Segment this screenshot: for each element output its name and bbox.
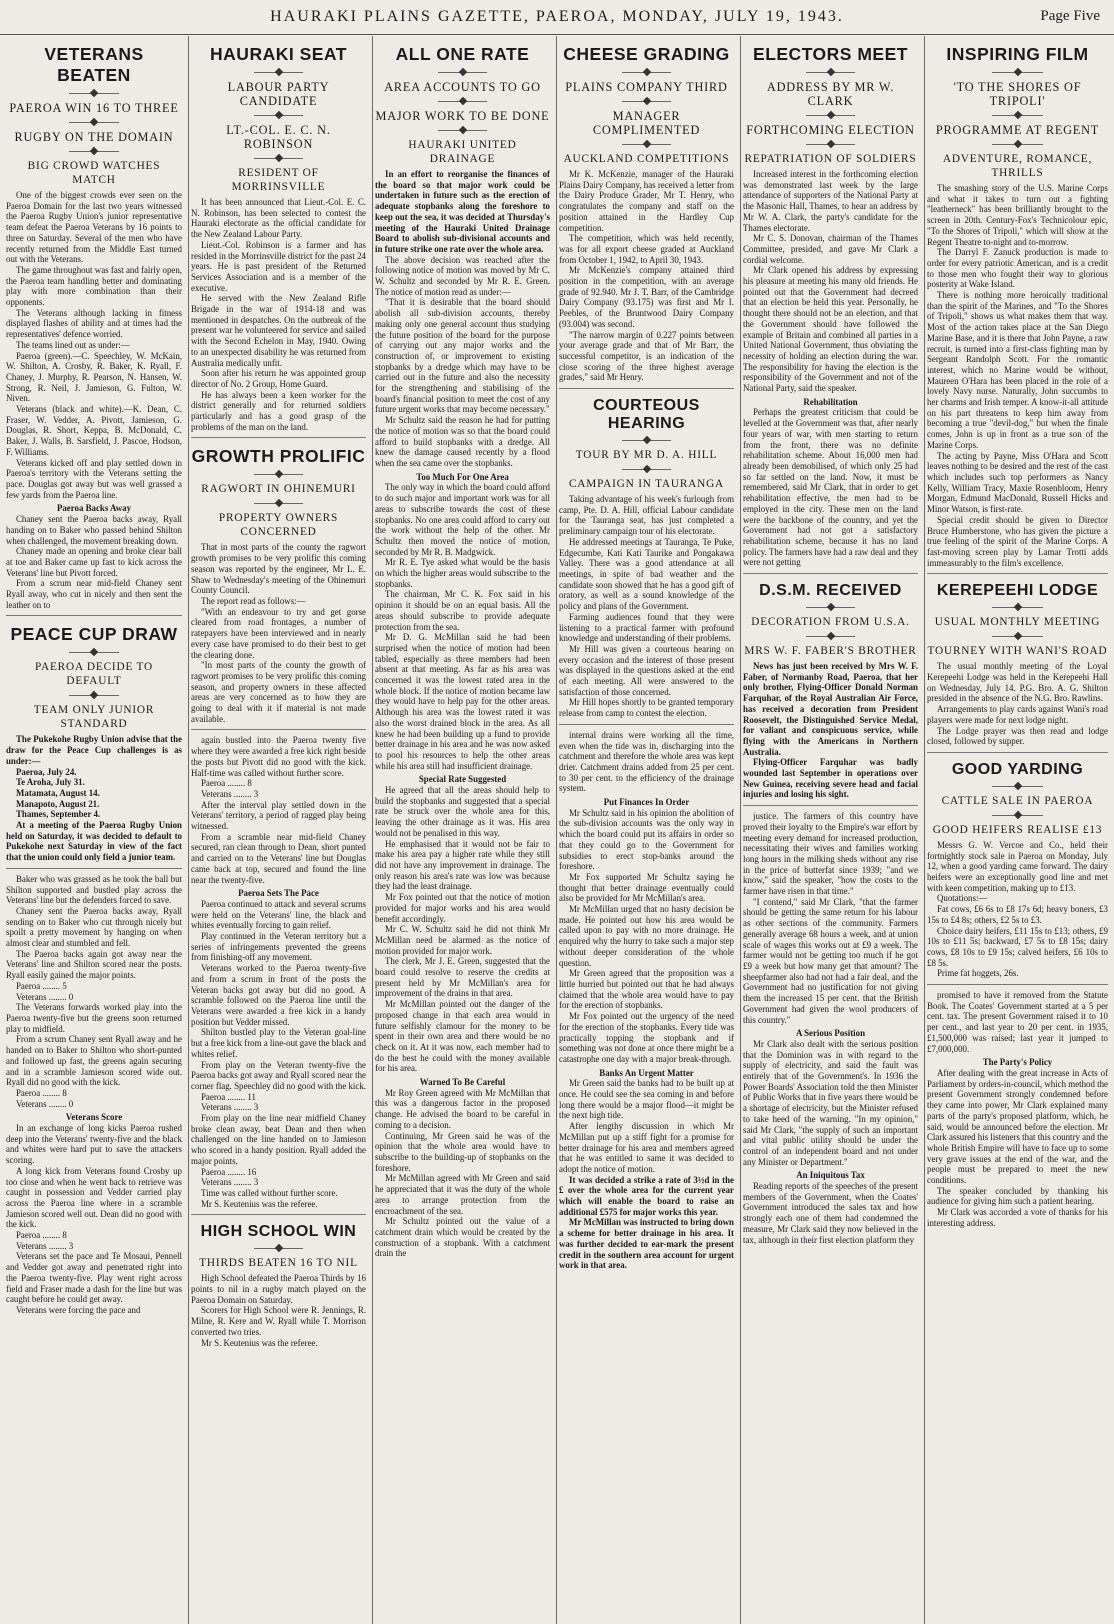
section-heading: Veterans Score (65, 1112, 123, 1123)
subheading: THIRDS BEATEN 16 TO NIL (199, 1257, 358, 1270)
paragraph: Time was called without further score. (201, 1187, 338, 1198)
paragraph: internal drains were working all the time, even when the tide was in, discharging into the catchment and therefore the whole area was kept drier. Catchment drains added from 25 per cent. to 30 per cent. to the efficiency of the drainage system. (559, 729, 734, 794)
paragraph: Chaney sent the Paeroa backs away, Ryall sending on to Baker who cut through nicely but spoilt a pretty movement by hanging on when almost clear and stumbled and fell. (6, 905, 182, 949)
paragraph: From a scrum near mid-field Chaney sent Ryall away, who cut in nicely and then sent the leather on to (6, 578, 182, 610)
column-4 (556, 36, 736, 1624)
article-body (375, 169, 550, 1259)
article-separator (191, 1214, 366, 1215)
paragraph: From play on the Veteran twenty-five the Paeroa backs got away and Ryall scored near the corner flag. Speechley did no good with the kick. (191, 1059, 366, 1091)
paragraph: Mr S. Keutenius was the referee. (201, 1337, 318, 1348)
article-body (743, 661, 918, 800)
paragraph: He emphasised that it would not be fair to make his area pay a higher rate while they still did not have any improvement in drainage. The only reason his area's rate was low was because they had the least drainage. (375, 838, 550, 892)
subheading: AREA ACCOUNTS TO GO (384, 80, 541, 94)
paragraph: Mr Green said the banks had to be built up at once. He could see the sea coming in and before long there would be a major flood—it might be the next high tide. (559, 1078, 734, 1121)
column-5 (740, 36, 920, 1624)
paragraph: It has been announced that Lieut.-Col. E. C. N. Robinson, has been selected to contest the Hauraki electorate as the official candidate for the New Zealand Labour Party. (191, 197, 366, 240)
subheading: LT.-COL. E. C. N. ROBINSON (226, 123, 331, 151)
headline: HIGH SCHOOL WIN (200, 1223, 357, 1241)
subheading: PROGRAMME AT REGENT (935, 123, 1100, 137)
divider (927, 782, 1108, 791)
subheading: 'TO THE SHORES OF TRIPOLI' (953, 80, 1082, 108)
paragraph: In an exchange of long kicks Paeroa rushed deep into the Veterans' twenty-five and the black and whites were hard put to save the attackers scoring. (6, 1123, 182, 1166)
paragraph: Mr Fox pointed out that the notice of motion provided for major works and his area would benefit accordingly. (375, 892, 550, 924)
paragraph: Special credit should be given to Director Bruce Humberstone, who has given the picture a true feeling of the spirit of the Marine Corps. A fast-moving screen play by Lamar Trotti adds immeasurably to the film's excellence. (927, 514, 1108, 568)
paragraph: Perhaps the greatest criticism that could be levelled at the Government was that, after nearly four years of war, with men starting to return from the front, there was no definite rehabilitation scheme. About 16,000 men had already been demobilised, of which only 25 had so far settled on the land. Now, it must be remembered, said Mr Clark, that in order to get rehabilitation effective, the men had to be employed in the city. These men on the land were the backbone of the country, and yet the Government had not got a satisfactory rehabilitation scheme, because it has no land policy. The farmers have had a raw deal and they were not getting (743, 407, 918, 568)
divider (927, 811, 1108, 820)
subheading: PROPERTY OWNERS CONCERNED (218, 512, 339, 539)
paragraph: Mr Clark opened his address by expressing his pleasure at meeting his many old friends. He pointed out that the Government had decreed that an election be held this year. Personally, he thought there should not be an election, and that the Government should have followed the example of Britain and combined all parties in a United National Government, thus obviating the necessity of holding an election during the war. The responsibility for having the election is the responsibility of the Government and not of the National Party, said the speaker. (743, 265, 918, 394)
subheading: REPATRIATION OF SOLDIERS (744, 153, 917, 165)
paragraph: The only way in which the board could afford to do such major and important work was for all areas to subscribe towards the cost of these stopbanks. No one area could afford to carry out the work without the help of the other. Mr Schultz then moved the notice of motion, seconded by Mr R. B. Madgwick. (375, 482, 550, 557)
article-body (927, 990, 1108, 1228)
paragraph: Lieut.-Col. Robinson is a farmer and has resided in the Morrinsville district for the past 24 years. He is past president of the Returned Services Association and is a member of the executive. (191, 239, 366, 293)
subheading: PAEROA DECIDE TO DEFAULT (34, 661, 154, 688)
article-body (191, 197, 366, 432)
paragraph: From play on the line near midfield Chaney broke clean away, beat Dean and then when challenged on the line handed on to Jamieson who scored in a handy position. Ryall added the major points. (191, 1113, 366, 1166)
paragraph: Mr McMillan was instructed to bring down a scheme for better drainage in his area. It was further decided to ear-mark the present credit in the southern area account for urgent work in that area. (559, 1217, 734, 1271)
paragraph: The acting by Payne, Miss O'Hara and Scott leaves nothing to be desired and the rest of the cast which includes such top performers as Nancy Kelly, William Tracy, Maxie Rosenbloom, Henry Morgan, Edmund MacDonald, Russell Hicks and Minor Watson, is first-rate. (927, 450, 1108, 515)
paragraph: There is nothing more heroically traditional than the spirit of the Marines, and "To the Shores of Tripoli," shows us what makes them that way. Most of the action takes place at the San Diego Marine Base, and it is there that John Payne, a raw recruit, is turned into a first-class fighting man by Sergeant Randolph Scott. For the romantic interest, which no Marine would be without, Maureen O'Hara has been placed in the role of a lovely Navy nurse. Naturally, John succumbs to her charms and Irish temper. A know-it-all attitude on his part threatens to keep him away from becoming a true "devil-dog," but when the finale comes, John is up in front as a true son of the Marine Corps. (927, 290, 1108, 450)
paragraph: Veterans kicked off and play settled down in Paeroa's territory with the Veterans setting the pace. Douglas got away but was well grassed a few yards from the Paeroa line. (6, 457, 182, 500)
divider (927, 140, 1108, 149)
article-separator (6, 615, 182, 616)
section-heading: Too Much For One Area (416, 471, 509, 482)
paragraph: The speaker concluded by thanking his audience for giving him such a patient hearing. (927, 1185, 1108, 1207)
article-body (559, 730, 734, 1271)
score-line: Paeroa ........ 5 (16, 980, 67, 991)
subheading: TOUR BY MR D. A. HILL (575, 449, 718, 462)
paragraph: The chairman, Mr C. K. Fox said in his opinion it should be on an equal basis. All the areas should subscribe to provide adequate protection from the sea. (375, 589, 550, 632)
paragraph: He addressed meetings at Tauranga, Te Puke, Edgecumbe, Kati Kati Taurike and Pongakawa Valley. There was a good attendance at all meetings, in spite of bad weather and the candidate soon showed that he has a good gift of oratory, as well as a sound knowledge of the policy and plans of the Government. (559, 536, 734, 612)
paragraph: The Lodge prayer was then read and lodge closed, followed by supper. (927, 725, 1108, 747)
paragraph: Scorers for High School were R. Jennings, R. Milne, R. Kere and W. Ryall while T. Morrison converted two tries. (191, 1305, 366, 1337)
column-6 (924, 36, 1110, 1624)
paragraph: Continuing, Mr Green said he was of the opinion that the whole area would have to subscribe to the building-up of stopbanks on the foreshore. (375, 1130, 550, 1173)
paragraph: In an effort to reorganise the finances of the board so that major work could be undertaken in future such as the erection of adequate stopbanks along the foreshore to keep out the sea, it was decided at Thursday's meeting of the Hauraki United Drainage Board to abolish sub-divisional accounts and in future strike one rate over the whole area. (375, 169, 550, 254)
subheading: ADVENTURE, ROMANCE, THRILLS (942, 153, 1093, 179)
paragraph: Fat cows, £6 6s to £8 17s 6d; heavy boners, £3 15s to £4 8s; others, £2 5s to £3. (927, 904, 1108, 925)
paragraph: Veterans worked to the Paeroa twenty-five and from a scrum in front of the posts the Veteran backs got away but did no good. A scramble followed on the Paeroa line until the Veterans were awarded a free kick in a handy position but Vedder missed. (191, 963, 366, 1027)
paragraph: "The narrow margin of 0.227 points between your average grade and that of Mr Barr, the successful competitor, is an indication of the close scoring of the three highest average grades," said Mr Henry. (559, 329, 734, 383)
paragraph: Veterans set the pace and Te Mosaui, Pennell and Vedder got away and penetrated right into the Paeroa twenty-five. Play went right across field and Fraser made a dash for the line but was caught before he could get away. (6, 1251, 182, 1305)
paragraph: The Veterans although lacking in fitness displayed flashes of ability and at times had the representatives' defence worried. (6, 307, 182, 340)
paragraph: Messrs G. W. Vercoe and Co., held their fortnightly stock sale in Paeroa on Monday, July 12, when a good yarding came forward. The dairy heifers were an exceptionally good line and met with keen competition, making up to £13. (927, 839, 1108, 893)
section-heading: An Iniquitous Tax (796, 1170, 865, 1181)
paragraph: Mr Clark also dealt with the serious position that the Dominion was in with regard to the supply of electricity, and said the fault was entirely that of the Government's. In 1936 the Power Boards' Association told the then Minister of Public Works that in five years there would be a shortage of electricity, but the Minister refused to take heed of the warning. "In my opinion," said Mr Clark, "the supply of such an important and vital public utility should be under the control of an independent board and not under any Minister or Department." (743, 1038, 918, 1167)
paragraph: The Pukekohe Rugby Union advise that the draw for the Peace Cup challenges is as under:— (6, 734, 182, 766)
score-line: Veterans ........ 3 (201, 1102, 259, 1113)
column-2 (188, 36, 368, 1624)
headline: INSPIRING FILM (946, 44, 1089, 64)
subheading: CATTLE SALE IN PAEROA (941, 794, 1094, 807)
article-body (191, 1273, 366, 1348)
columns (0, 36, 1114, 1624)
article-body (6, 190, 182, 610)
column-1 (4, 36, 184, 1624)
subheading: TEAM ONLY JUNIOR STANDARD (33, 704, 155, 731)
paragraph: Mr McMillan agreed with Mr Green and said he appreciated that it was the duty of the whole area to arrange protection from the encroachment of the sea. (375, 1173, 550, 1216)
paragraph: Shilton bustled play to the Veteran goal-line but a free kick from a line-out gave the black and whites relief. (191, 1027, 366, 1059)
divider (743, 68, 918, 77)
paragraph: Play continued in the Veteran territory but a series of infringements prevented the greens from finishing-off any movement. (191, 931, 366, 963)
score-line: Paeroa ........ 8 (201, 778, 252, 789)
subheading: RAGWORT IN OHINEMURI (201, 483, 356, 496)
article-separator (743, 805, 918, 806)
paragraph: A long kick from Veterans found Crosby up too close and when he went back to retrieve was caught in possession and Vedder carried play across the Paeroa line where in a scramble Jamieson scored well out. Dean did no good with the kick. (6, 1165, 182, 1230)
divider (559, 68, 734, 77)
paragraph: Mr Roy Green agreed with Mr McMillan that this was a dangerous factor in the proposed change. He advised the board to be careful in coming to a decision. (375, 1087, 550, 1130)
section-heading: A Serious Position (795, 1028, 866, 1039)
article-separator (559, 724, 734, 725)
subheading: BIG CROWD WATCHES MATCH (27, 160, 161, 186)
paragraph: After dealing with the great increase in Acts of Parliament by orders-in-council, which method the present Government strongly condemned before they came into power, Mr Clark explained many parts of the party's proposed platform, which, he said, would be announced before the election. Mr Clark assured his listeners that this country and the whole British Empire will have to face up to some very grave issues at the end of the war, and the people must be prepared to meet the new conditions. (927, 1068, 1108, 1186)
paragraph: Mr Schultz said the reason he had for putting the notice of motion was so that the board could afford to build stopbanks with a dredge. All knew the damage caused recently by a flood when the sea came over the stopbanks. (375, 415, 550, 468)
paragraph: Mr Clark was accorded a vote of thanks for his interesting address. (927, 1207, 1108, 1228)
section-heading: Warned To Be Careful (419, 1077, 506, 1088)
divider (743, 111, 918, 120)
article-body (559, 494, 734, 719)
divider (191, 111, 366, 120)
divider (559, 97, 734, 106)
headline: D.S.M. RECEIVED (759, 582, 902, 600)
paragraph: Increased interest in the forthcoming election was demonstrated last week by the large attendance of supporters of the National Party at the Masonic Hall, Thames, to hear an address by Mr W. A. Clark, the party's candidate for the Thames electorate. (743, 169, 918, 233)
section-heading: Rehabilitation (803, 396, 858, 407)
subheading: ADDRESS BY MR W. CLARK (766, 80, 895, 108)
paragraph: Veterans were forcing the pace and (16, 1304, 141, 1315)
paragraph: The teams lined out as under:— (16, 339, 130, 350)
paragraph: Mr McMillan pointed out the danger of the proposed change in that each area would in future selfishly clamour for the money to be spent in their own area and there would be no check on it. At it was now, each member had to do the best he could with the money available for his area. (375, 999, 550, 1074)
paragraph: "That it is desirable that the board should abolish all sub-division accounts, thereby making only one general account thus studying the future position of the board for the purpose of carrying out any major works and the construction of, or improvement to existing stopbanks by a dredge which may have to be carried out in the future and also the necessity for the strengthening and stabilising of the board's financial position to meet the cost of any future urgent works that may become necessary." (375, 297, 550, 415)
headline: VETERANS BEATEN (44, 44, 144, 85)
paragraph: After the interval play settled down in the Veterans' territory, a period of ragged play being witnessed. (191, 799, 366, 832)
subheading: DECORATION FROM U.S.A. (751, 616, 910, 629)
paragraph: "In most parts of the county the growth of ragwort promises to be very prolific this coming season, and property owners in these affected areas are very concerned as to how they are going to deal with it if material is not made available. (191, 660, 366, 724)
score-line: Veterans ........ 0 (16, 991, 74, 1002)
subheading: USUAL MONTHLY MEETING (934, 616, 1101, 629)
score-line: Veterans ........ 3 (201, 788, 259, 799)
paragraph: Mr K. McKenzie, manager of the Hauraki Plains Dairy Company, has received a letter from the Dairy Produce Grader, Mr T. Henry, who congratulates the company and staff on the position attained in the Hardley Cup competition. (559, 169, 734, 233)
page-number: Page Five (1040, 8, 1100, 24)
fixture-line: Paeroa, July 24. (16, 766, 77, 777)
paragraph: Mr R. E. Tye asked what would be the basis on which the higher areas would subscribe to the stopbanks. (375, 557, 550, 589)
subheading: FORTHCOMING ELECTION (746, 123, 915, 137)
paragraph: He agreed that all the areas should help to build the stopbanks and suggested that a special rate be struck over the whole area for this, leaving the other drainage as it was. His area would not be penalised in this way. (375, 785, 550, 838)
section-heading: Paeroa Sets The Pace (238, 888, 319, 899)
score-line: Veterans ........ 3 (201, 1177, 259, 1188)
paragraph: That in most parts of the county the ragwort growth promises to be very prolific this coming season was reported by the engineer, Mr L. E. Shaw to Wednesday's meeting of the Ohinemuri County Council. (191, 542, 366, 596)
paragraph: Mr McMillan urged that no hasty decision be made. He pointed out how his area would be called upon to pay with no more drainage. He enquired why the hurry to take such a major step without deeper consideration of the whole question. (559, 904, 734, 968)
paragraph: The smashing story of the U.S. Marine Corps and what it takes to turn out a fighting "leatherneck" has been brilliantly brought to the screen in 20th. Century-Fox's Technicolour epic, "To the Shores of Tripoli," which will show at the Regent Theatre to-night and to-morrow. (927, 183, 1108, 247)
subheading: RESIDENT OF MORRINSVILLE (231, 167, 326, 193)
article-body (191, 542, 366, 724)
paragraph: "With an endeavour to try and get gorse cleared from road frontages, a number of ratepayers have been interviewed and in nearly every case have promised to do their best to get the clearing done. (191, 606, 366, 660)
divider (743, 632, 918, 641)
divider (743, 603, 918, 612)
subheading: PLAINS COMPANY THIRD (565, 80, 728, 94)
masthead-title: HAURAKI PLAINS GAZETTE, PAEROA, MONDAY, JULY 19, 1943. (270, 8, 844, 25)
score-line: Paeroa ........ 11 (201, 1091, 256, 1102)
paragraph: Mr Fox pointed out the urgency of the need for the erection of the stopbanks. Every tide was practically topping the stopbank and if something was not done at once there might be a catastrophe one day with a major break-through. (559, 1011, 734, 1064)
headline: KEREPEEHI LODGE (936, 582, 1099, 600)
paragraph: The game throughout was fast and fairly open, the Paeroa team handling better and dominating play with more combination than their opponents. (6, 264, 182, 308)
headline: PEACE CUP DRAW (10, 624, 178, 645)
paragraph: Flying-Officer Farquhar was badly wounded last September in operations over New Guinea, receiving severe head and facial injuries and losing his sight. (743, 757, 918, 800)
paragraph: Mr Fox supported Mr Schultz saying he thought that better drainage eventually could also be provided for Mr McMillan's area. (559, 871, 734, 904)
divider (191, 470, 366, 479)
paragraph: Mr Green agreed that the proposition was a little hurried but pointed out that he had always claimed that the whole area would have to pay for the erection of stopbanks. (559, 968, 734, 1011)
paragraph: The report read as follows:— (201, 595, 306, 606)
article-body (927, 661, 1108, 747)
paragraph: The usual monthly meeting of the Loyal Kerepeehi Lodge was held in the Kerepeehi Hall on Wednesday, July 14. P.G. Bro. A. G. Shilton presided in the absence of the N.G. Bro. Rawlins. (927, 661, 1108, 704)
divider (559, 140, 734, 149)
divider (927, 632, 1108, 641)
divider (191, 154, 366, 163)
divider (6, 118, 182, 127)
paragraph: Mr C. W. Schultz said he did not think Mr McMillan need be alarmed as the notice of motion provided for major work. (375, 924, 550, 956)
article-body (191, 735, 366, 1209)
divider (743, 140, 918, 149)
paragraph: It was decided a strike a rate of 3½d in the £ over the whole area for the current year which will enable the board to raise an additional £575 for major works this year. (559, 1174, 734, 1217)
score-line: Veterans ........ 3 (16, 1240, 74, 1251)
subheading: RUGBY ON THE DOMAIN (14, 130, 174, 144)
subheading: PAEROA WIN 16 TO THREE (9, 101, 179, 115)
paragraph: justice. The farmers of this country have proved their loyalty to the Empire's war effort by meeting every demand for increased production, necessitating their wives and families working long hours in the milking sheds without any rise in the price of butterfat since 1939; "and we know," said the speaker, "how the costs to the farmer have risen in that time." (743, 811, 918, 897)
divider (191, 68, 366, 77)
paragraph: He served with the New Zealand Rifle Brigade in the war of 1914-18 and was mentioned in despatches. On the outbreak of the present war he volunteered for service and sailed with the Second Echelon in May, 1940. Owing to an unexpected disability he was returned from Australia medically unfit. (191, 293, 366, 368)
paragraph: Veterans (black and white).—K. Dean, C. Fraser, W. Vedder, A. Pivott, Jamieson, G. Douglas, R. Short, Keppa, B. McDonald, C. Baker, J. Walls, B. Sarsfield, J. Pascoe, Hodson, F. Williams. (6, 404, 182, 457)
section-heading: Paeroa Backs Away (56, 503, 132, 514)
article-body (559, 169, 734, 383)
headline: ALL ONE RATE (395, 44, 530, 64)
paragraph: Mr Schultz said in his opinion the abolition of the sub-division accounts was the only way in which the board could put its affairs in order so that they could go to the Government for subsidies to erect stop-banks around the foreshore. (559, 807, 734, 872)
subheading: MRS W. F. FABER'S BROTHER (744, 645, 917, 658)
divider (559, 436, 734, 445)
divider (927, 111, 1108, 120)
article-body (743, 169, 918, 568)
paragraph: Taking advantage of his week's furlough from camp, Pte. D. A. Hill, official Labour candidate for the Tauranga seat, has just completed a preliminary campaign tour of his electorate. (559, 494, 734, 537)
paragraph: Paeroa (green).—C. Speechley, W. McKain, W. Shilton, A. Crosby, R. Baker, K. Ryall, F. Chaney, J. Murphy, R. Pearson, N. Hansen, W. Strong, R. Neil, J. Jamieson, G. Fulton, W. Niven. (6, 350, 182, 404)
subheading: AUCKLAND COMPETITIONS (563, 153, 730, 165)
fixture-line: Matamata, August 14. (16, 787, 100, 798)
divider (927, 68, 1108, 77)
paragraph: High School defeated the Paeroa Thirds by 16 points to nil in a rugby match played on the Paeroa Domain on Saturday. (191, 1273, 366, 1305)
article-separator (927, 984, 1108, 985)
paragraph: The clerk, Mr J. E. Green, suggested that the board could resolve to reserve the credits at present held by Mr McMillan's area for improvement of the drains in that area. (375, 956, 550, 999)
article-separator (559, 388, 734, 389)
divider (375, 68, 550, 77)
paragraph: The Paeroa backs again got away near the Veterans' line and Shilton scored near the posts. Ryall easily gained the major points. (6, 948, 182, 981)
subheading: TOURNEY WITH WANI'S ROAD (927, 645, 1108, 658)
divider (375, 97, 550, 106)
fixture-line: Thames, September 4. (16, 809, 101, 820)
section-heading: Banks An Urgent Matter (599, 1067, 694, 1078)
paragraph: The Veterans forwards worked play into the Paeroa twenty-five but the greens soon returned play to midfield. (6, 1002, 182, 1034)
paragraph: Choice dairy heifers, £11 15s to £13; others, £9 10s to £11 5s; backward, £7 5s to £8 15s; dairy cows, £8 10s to £9 15s; calved heifers, £6 10s to £8 5s. (927, 925, 1108, 968)
headline: CHEESE GRADING (563, 44, 730, 64)
paragraph: Soon after his return he was appointed group director of No. 2 Group, Home Guard. (191, 368, 366, 389)
masthead (0, 0, 1114, 35)
fixture-line: Te Aroha, July 31. (16, 777, 85, 788)
paragraph: Quotations:— (937, 893, 988, 904)
divider (191, 1244, 366, 1253)
fixture-line: Manapoto, August 21. (16, 798, 100, 809)
paragraph: Mr Hill was given a courteous hearing on every occasion and the interest of those present was displayed in the questions asked at the end of each meeting. All were answered to the satisfaction of those concerned. (559, 643, 734, 697)
section-heading: The Party's Policy (982, 1057, 1053, 1068)
paragraph: The competition, which was held recently, was for all export cheese graded at Auckland from October 1, 1942, to April 30, 1943. (559, 233, 734, 265)
subheading: MAJOR WORK TO BE DONE (375, 109, 550, 123)
subheading: CAMPAIGN IN TAURANGA (568, 478, 725, 491)
article-body (927, 183, 1108, 568)
paragraph: Mr Schultz pointed out the value of a catchment drain which would be created by the construction of a stopbank. With a catchment drain the (375, 1216, 550, 1259)
divider (191, 499, 366, 508)
article-separator (927, 752, 1108, 753)
divider (375, 126, 550, 135)
headline: HAURAKI SEAT (210, 44, 347, 64)
paragraph: The Darryl F. Zanuck production is made to order for every patriotic American, and is a credit to those men who fought their way to glorious posterity at Wake Island. (927, 247, 1108, 290)
paragraph: After lengthy discussion in which Mr McMillan put up a stiff fight for a promise for better drainage for his area and members agreed that he was entitled to same it was decided to adopt the notice of motion. (559, 1121, 734, 1174)
divider (6, 89, 182, 98)
paragraph: News has just been received by Mrs W. F. Faber, of Normanby Road, Paeroa, that her only brother, Flying-Officer Donald Norman Farquhar, of the Royal Australian Air Force, has received a decoration from President Roosevelt, the Distinguished Service Medal, for valiant and conspicuous service, while flying with the Americans in Northern Australia. (743, 661, 918, 757)
article-body (6, 734, 182, 862)
paragraph: Paeroa continued to attack and several scrums were held on the Veterans' line, the black and whites eventually forcing to gain relief. (191, 898, 366, 931)
paragraph: One of the biggest crowds ever seen on the Paeroa Domain for the last two years witnessed the Paeroa Rugby Union's junior representative team defeat the Paeroa Veterans by 16 points to three on Saturday. Several of the men who have recently returned from the Middle East turned out with the Veterans. (6, 190, 182, 265)
column-3 (372, 36, 552, 1624)
article-separator (191, 729, 366, 730)
article-separator (927, 573, 1108, 574)
score-line: Paeroa ........ 8 (16, 1087, 67, 1098)
paragraph: again bustled into the Paeroa twenty five where they were awarded a free kick right beside the posts but Pivott did no good with the kick. Half-time was called without further score. (191, 735, 366, 778)
paragraph: From a scramble near mid-field Chaney secured, ran clean through to Dean, short punted and carried on to the Veterans' line but Douglas came back at top, secured and found the line near the twenty-five. (191, 831, 366, 885)
divider (927, 603, 1108, 612)
paragraph: The above decision was reached after the following notice of motion was moved by Mr C. W. Schultz and seconded by Mr R. E. Green. The notice of motion read as under:— (375, 254, 550, 297)
divider (6, 147, 182, 156)
paragraph: promised to have it removed from the Statute Book. The Coates' Government started at a 5 per cent. tax. The present Government raised it to 10 per cent., and last year to 20 per cent. in 1935, £1,500,000 was raised; last year it jumped to £7,000,000. (927, 990, 1108, 1054)
headline: GROWTH PROLIFIC (191, 446, 366, 467)
subheading: MANAGER COMPLIMENTED (592, 109, 701, 137)
paragraph: Reading reports of the speeches of the present members of the Government, when the Coates' Government introduced the sales tax and how strongly each one of them had condemned the measure, Mr Clark said they now believed in the tax, although in their first election platform they (743, 1181, 918, 1245)
divider (559, 465, 734, 474)
paragraph: Chaney made an opening and broke clear ball at toe and Baker came up fast to kick across the Veterans' line but Pivott forced. (6, 546, 182, 578)
article-body (6, 874, 182, 1316)
paragraph: Mr Hill hopes shortly to be granted temporary release from camp to contest the election. (559, 697, 734, 719)
paragraph: Mr D. G. McMillan said he had been surprised when the notice of motion had been tabled, especially as three members had been absent at that meeting. As far as his area was concerned it was the lowest rated area in the whole block. If the notice of motion became law they would have to help pay for the other areas. Although his area was the lowest rated it was also the worst drained block in the area. As all knew he had been building up a fund to provide better drainage in his area and he was now asked to pool his resources to help the other areas while his area still had insufficient drainage. (375, 632, 550, 771)
divider (6, 648, 182, 657)
paragraph: Mr McKenzie's company attained third position in the competition, with an average grade of 92.940. Mr J. T. Barr, of the Cambridge Dairy Company (93.175) was first and Mr I. Peebles, of the Bruntwood Dairy Company (93.004) was second. (559, 265, 734, 329)
headline: COURTEOUS HEARING (593, 397, 700, 433)
headline: GOOD YARDING (951, 760, 1084, 778)
paragraph: Mr C. S. Donovan, chairman of the Thames Committee, presided, and gave Mr Clark a cordial welcome. (743, 233, 918, 265)
paragraph: Baker who was grassed as he took the ball but Shilton supported and bustled play across the Veterans' line but the defenders forced to save. (6, 873, 182, 906)
article-separator (6, 868, 182, 869)
paragraph: At a meeting of the Paeroa Rugby Union held on Saturday, it was decided to default to Pukekohe next Saturday in view of the fact that the union could only field a junior team. (6, 820, 182, 863)
score-line: Veterans ........ 0 (16, 1098, 74, 1109)
headline: ELECTORS MEET (753, 44, 908, 64)
article-separator (191, 437, 366, 438)
paragraph: Prime fat hoggets, 26s. (937, 968, 1019, 979)
article-body (743, 811, 918, 1245)
paragraph: Farming audiences found that they were listening to a practical farmer with profound knowledge and understanding of their problems. (559, 611, 734, 644)
paragraph: He has always been a keen worker for the district generally and for returned soldiers particularly and has a good grasp of the problems of the man on the land. (191, 389, 366, 432)
section-heading: Put Finances In Order (603, 797, 690, 808)
subheading: HAURAKI UNITED DRAINAGE (408, 139, 517, 165)
subheading: GOOD HEIFERS REALISE £13 (932, 823, 1103, 836)
article-body (927, 840, 1108, 979)
paragraph: Mr S. Keutenius was the referee. (201, 1198, 318, 1209)
paragraph: "I contend," said Mr Clark, "that the farmer should be getting the same return for his labour as other sections of the community. Farmers generally average 68 hours a week, and at union scale of wages this works out at £9 a week. The farmer would not be getting too much if he got £9 a week but how many get that amount? The sheepfarmer also had not had a fair deal, and the Government had no justification for not giving them the increased 15 per cent. that the British Government had given the wool producers of this country." (743, 896, 918, 1025)
score-line: Paeroa ........ 8 (16, 1230, 67, 1241)
paragraph: From a scrum Chaney sent Ryall away and he handed on to Baker to Shilton who short-punted and followed up fast, the greens again securing and in a scramble Jamieson scored wide out. Ryall did no good with the kick. (6, 1034, 182, 1088)
paragraph: Chaney sent the Paeroa backs away, Ryall handing on to Baker who passed behind Shilton when challenged, the movement breaking down. (6, 514, 182, 546)
subheading: LABOUR PARTY CANDIDATE (227, 80, 330, 108)
score-line: Paeroa ........ 16 (201, 1166, 257, 1177)
paragraph: Arrangements to play cards against Wani's road players were made for next lodge night. (927, 704, 1108, 725)
article-separator (743, 573, 918, 574)
section-heading: Special Rate Suggested (418, 774, 507, 785)
divider (6, 691, 182, 700)
